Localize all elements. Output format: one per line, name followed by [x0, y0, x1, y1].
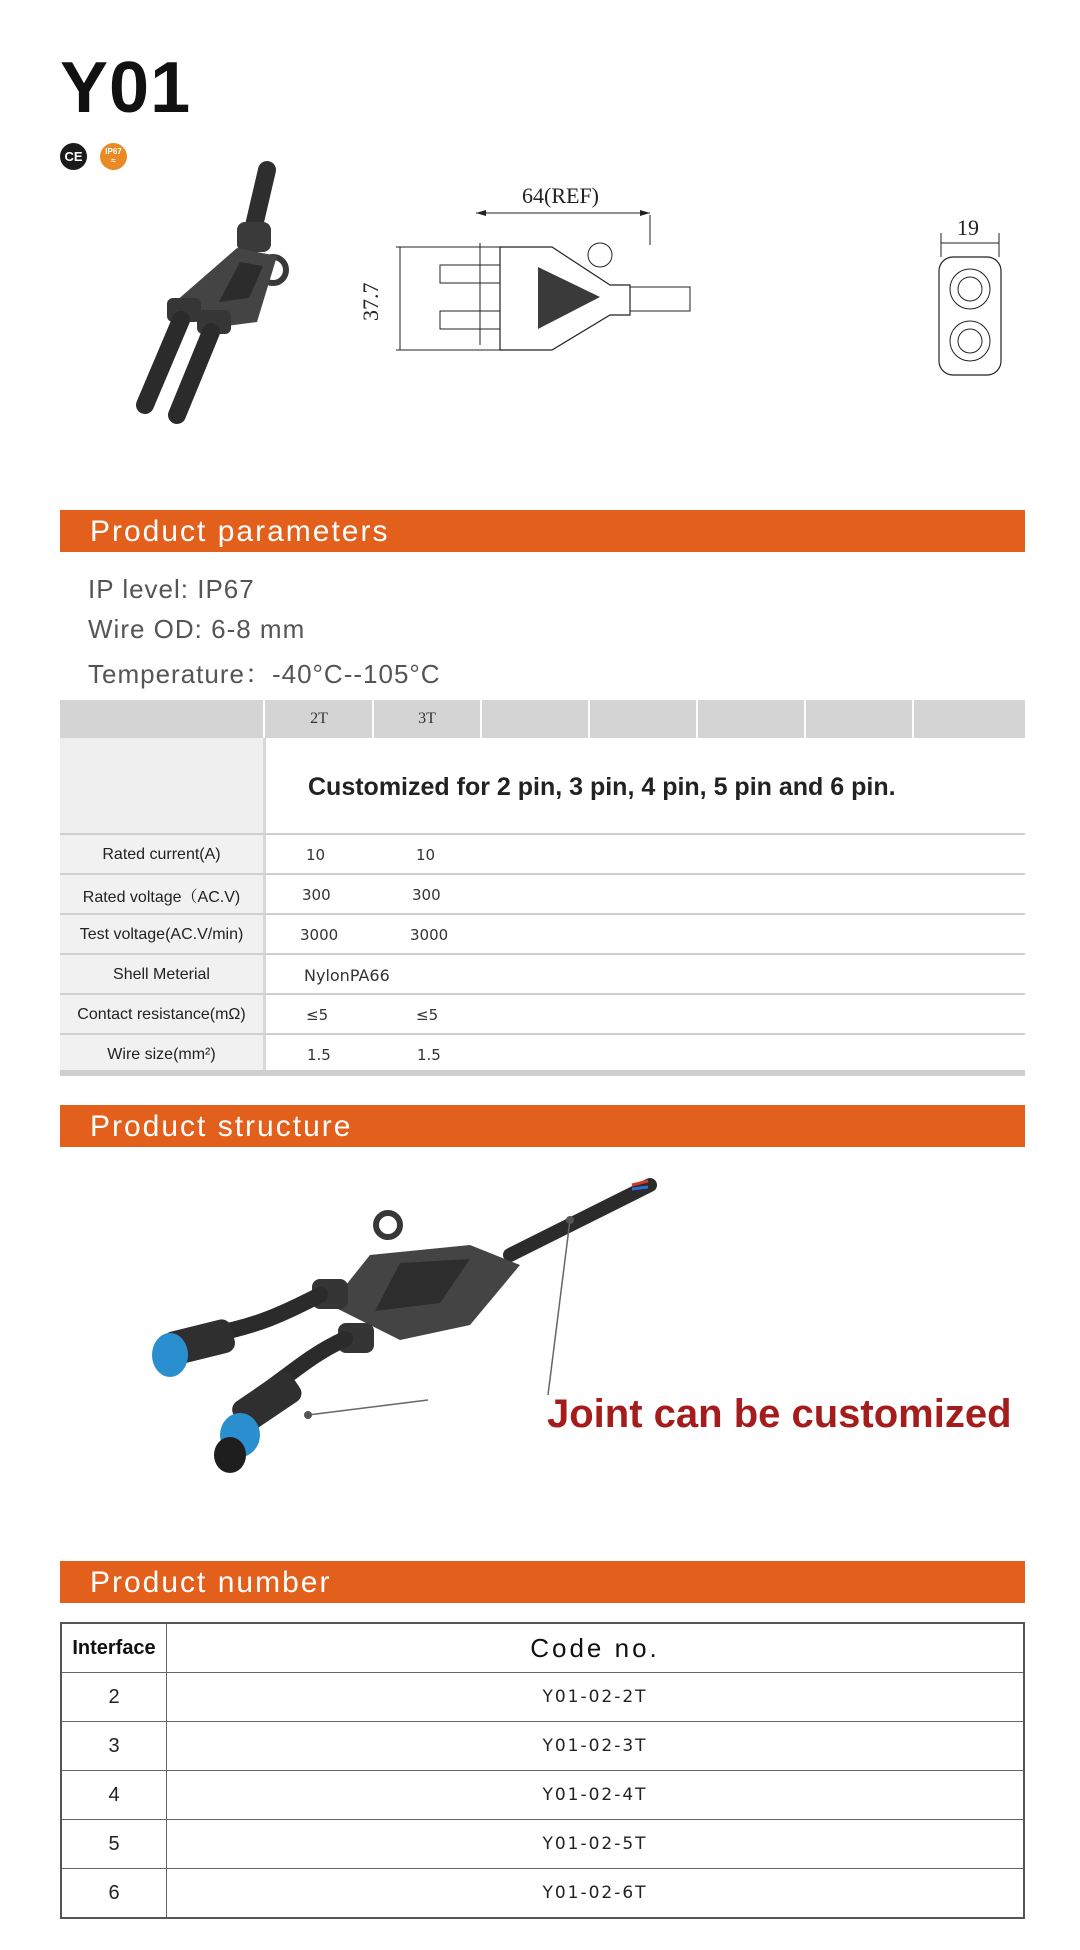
height-dimension-label: 37.7 [358, 282, 383, 321]
section-header-number [60, 1561, 1025, 1603]
spec-value-2t: 3000 [300, 926, 339, 944]
table-row [61, 1722, 1024, 1771]
spec-value-2t: 300 [302, 886, 331, 904]
spec-row-label: Wire size(mm²) [60, 1035, 266, 1075]
interface-cell: 6 [61, 1869, 167, 1919]
spec-value-3t: 1.5 [417, 1046, 441, 1064]
product-number-table [60, 1622, 1025, 1919]
product-title: Y01 [60, 48, 192, 128]
spec-value-3t: 300 [412, 886, 441, 904]
spec-row [60, 913, 1025, 955]
spec-row-label: Contact resistance(mΩ) [60, 995, 266, 1035]
spec-customization-note: Customized for 2 pin, 3 pin, 4 pin, 5 pin and 6 pin. [308, 773, 896, 801]
ip67-badge-icon: IP67 ≈ [100, 143, 127, 170]
code-cell: Y01-02-4T [167, 1771, 1025, 1820]
code-cell: Y01-02-3T [167, 1722, 1025, 1771]
spec-table-header [60, 700, 1025, 738]
param-temperature: Temperature：-40°C--105°C [88, 659, 441, 689]
spec-value-2t: NylonPA66 [304, 965, 390, 985]
spec-row [60, 953, 1025, 995]
spec-header-col [698, 700, 806, 738]
spec-header-col [806, 700, 914, 738]
code-cell: Y01-02-5T [167, 1820, 1025, 1869]
table-row [61, 1820, 1024, 1869]
spec-value-3t: 3000 [410, 926, 449, 944]
section-header-structure [60, 1105, 1025, 1147]
spec-row [60, 833, 1025, 875]
spec-divider [263, 738, 266, 833]
spec-value-2t: ≤5 [306, 1006, 329, 1024]
section-title: Product number [90, 1566, 332, 1599]
structure-product-photo [170, 1175, 810, 1515]
table-row [61, 1771, 1024, 1820]
code-cell: Y01-02-6T [167, 1869, 1025, 1919]
ip67-badge-text: IP67 [105, 147, 122, 156]
spec-row-label: Rated current(A) [60, 835, 266, 875]
interface-cell: 3 [61, 1722, 167, 1771]
spec-header-col [590, 700, 698, 738]
spec-row-label: Shell Meterial [60, 955, 266, 995]
code-cell: Y01-02-2T [167, 1673, 1025, 1722]
param-ip-level: IP level: IP67 [88, 574, 255, 604]
interface-header: Interface [61, 1623, 167, 1673]
spec-value-2t: 10 [306, 846, 326, 864]
end-dimension-label: 19 [957, 215, 979, 240]
spec-note-label-cell [60, 738, 263, 833]
table-row [61, 1869, 1024, 1919]
length-dimension-label: 64(REF) [522, 183, 599, 208]
spec-value-2t: 1.5 [307, 1046, 331, 1064]
spec-value-3t: 10 [416, 846, 436, 864]
spec-header-3t: 3T [374, 700, 482, 738]
code-header: Code no. [167, 1623, 1025, 1673]
y-splitter-product-photo [145, 170, 365, 470]
ce-mark-text: CE [64, 149, 83, 164]
interface-cell: 2 [61, 1673, 167, 1722]
spec-value-3t: ≤5 [416, 1006, 439, 1024]
dimension-drawing [358, 183, 930, 445]
section-header-parameters [60, 510, 1025, 552]
interface-cell: 4 [61, 1771, 167, 1820]
joint-customization-callout: Joint can be customized [547, 1392, 1012, 1436]
end-view-drawing [935, 215, 1025, 445]
spec-row [60, 1033, 1025, 1075]
ce-mark-icon [60, 143, 87, 170]
spec-row [60, 873, 1025, 915]
interface-cell: 5 [61, 1820, 167, 1869]
section-title: Product structure [90, 1110, 353, 1143]
section-title: Product parameters [90, 515, 390, 548]
spec-header-col [914, 700, 1025, 738]
spec-header-empty [60, 700, 265, 738]
spec-table-bottom-rule [60, 1070, 1025, 1076]
spec-row-label: Test voltage(AC.V/min) [60, 915, 266, 955]
spec-header-col [482, 700, 590, 738]
spec-row-label: Rated voltage（AC.V) [60, 875, 266, 915]
table-row [61, 1673, 1024, 1722]
param-wire-od: Wire OD: 6-8 mm [88, 614, 306, 644]
spec-row [60, 993, 1025, 1035]
spec-header-2t: 2T [266, 700, 374, 738]
